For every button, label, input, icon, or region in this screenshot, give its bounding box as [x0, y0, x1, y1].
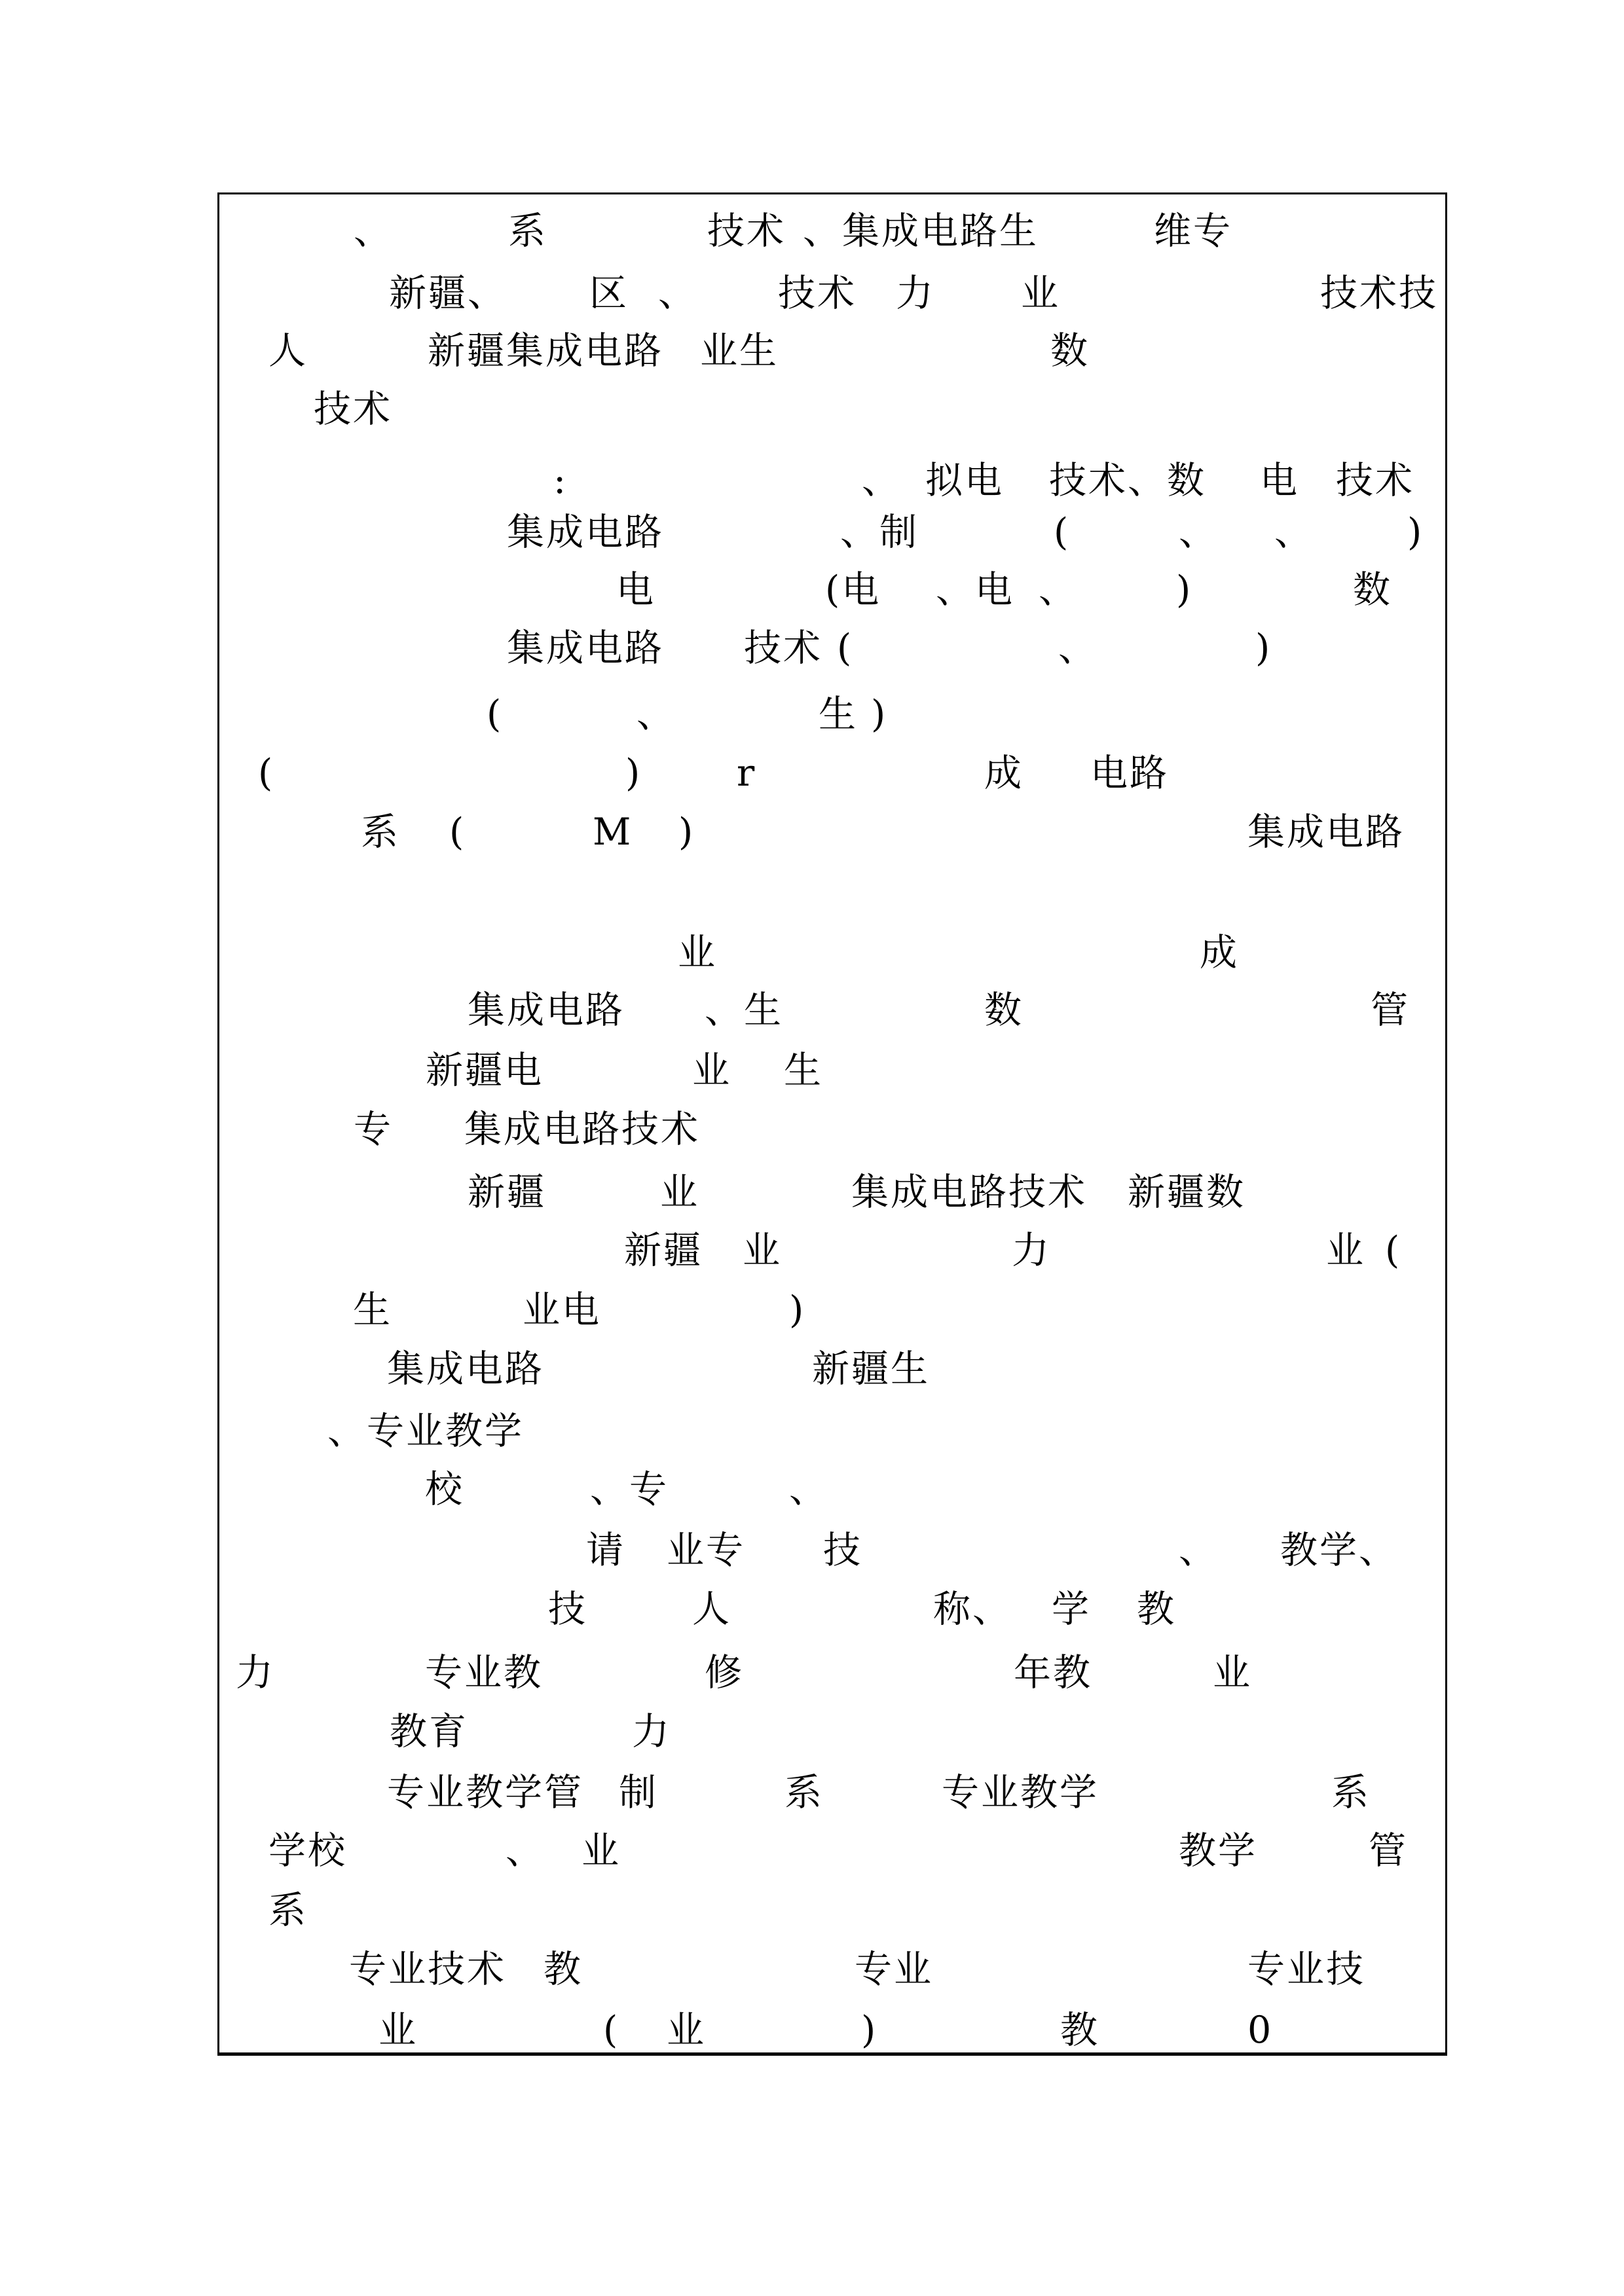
text-fragment: 技术、数 [1049, 459, 1206, 502]
text-fragment: 教育 [390, 1710, 468, 1753]
text-fragment: 业 [1326, 1229, 1365, 1272]
text-fragment: 集成电路 [507, 511, 664, 554]
text-fragment: 系 [508, 210, 547, 253]
text-fragment: 、专 [590, 1468, 669, 1511]
text-fragment: 力 [896, 272, 935, 315]
text-fragment: ) [1255, 627, 1272, 670]
text-fragment: ) [678, 811, 695, 854]
text-fragment: 新疆、 [389, 272, 507, 315]
text-fragment: 电 [616, 568, 655, 611]
text-fragment: 系 [1331, 1771, 1371, 1814]
text-fragment: ( [1054, 511, 1071, 554]
text-fragment: 拟电 [925, 459, 1004, 502]
text-fragment: 系 [361, 811, 400, 854]
text-fragment: 、 [789, 1468, 828, 1511]
text-fragment: 业 [378, 2009, 418, 2052]
text-fragment: 业 [1213, 1651, 1252, 1694]
text-fragment: 业电 [523, 1288, 601, 1332]
text-fragment: 力 [632, 1710, 671, 1753]
text-fragment: 管 [1371, 989, 1410, 1032]
text-fragment: ) [789, 1288, 806, 1332]
text-fragment: 新疆数 [1128, 1171, 1246, 1214]
text-fragment: 技术 [707, 210, 786, 253]
text-fragment: ) [1407, 511, 1424, 554]
text-fragment: 业 [692, 1049, 731, 1092]
text-fragment: 修 [705, 1651, 744, 1694]
text-fragment: 业 [743, 1229, 782, 1272]
text-fragment: 电路 [1090, 752, 1169, 795]
text-fragment: 请 [586, 1529, 625, 1572]
text-fragment: 技术 [1336, 459, 1414, 502]
text-fragment: 数 [1353, 568, 1392, 611]
text-fragment: 生 [784, 1049, 823, 1092]
text-fragment: 数 [1050, 329, 1090, 373]
text-fragment: 0 [1247, 2009, 1274, 2052]
text-fragment: 、 [1274, 511, 1314, 554]
text-fragment: ( [837, 627, 854, 670]
text-fragment: 新疆集成电路 [428, 329, 663, 373]
text-fragment: 教 [544, 1948, 583, 1991]
text-fragment: ( [487, 693, 504, 736]
text-fragment: 力 [236, 1651, 275, 1694]
text-fragment: 业 [581, 1829, 621, 1872]
text-fragment: 教学、 [1280, 1529, 1398, 1572]
text-fragment: 、 [1039, 568, 1078, 611]
text-fragment: 新疆电 [426, 1049, 544, 1092]
text-fragment: 专业教学管 [387, 1771, 583, 1814]
text-fragment: ( [258, 752, 275, 795]
text-fragment: 集成电路技术 [851, 1171, 1087, 1214]
text-fragment: 专业技 [1247, 1948, 1365, 1991]
text-fragment: 人 [692, 1588, 731, 1631]
text-fragment: 生 [353, 1288, 392, 1332]
text-fragment: 人 [268, 329, 308, 373]
text-fragment: 新疆 [468, 1171, 546, 1214]
text-fragment: 制 [619, 1771, 658, 1814]
text-fragment: 成 [984, 752, 1024, 795]
text-fragment: 、 [1179, 511, 1218, 554]
text-fragment: 集成电路 [387, 1347, 544, 1391]
text-fragment: 学校 [268, 1829, 347, 1872]
text-fragment: 业专 [667, 1529, 745, 1572]
text-fragment: 系 [784, 1771, 824, 1814]
text-fragment: 、专业教学 [327, 1410, 524, 1453]
text-fragment: 生 [819, 693, 858, 736]
text-fragment: 、制 [840, 511, 919, 554]
text-fragment: 业 [678, 931, 717, 974]
text-fragment: ( [1385, 1229, 1402, 1272]
text-fragment: 教 [1060, 2009, 1099, 2052]
text-fragment: 、 [506, 1829, 545, 1872]
text-fragment: 业 [660, 1171, 699, 1214]
text-fragment: 专业教学 [942, 1771, 1099, 1814]
text-fragment: 成 [1200, 931, 1239, 974]
text-fragment: 系 [268, 1889, 308, 1932]
text-fragment: 数 [984, 989, 1024, 1032]
text-fragment: 技术 [744, 627, 822, 670]
text-fragment: 管 [1369, 1829, 1408, 1872]
text-fragment: 维专 [1154, 210, 1232, 253]
text-fragment: ) [1176, 568, 1193, 611]
text-fragment: 技术技 [1320, 272, 1438, 315]
text-fragment: : [553, 459, 568, 502]
text-fragment: 校 [425, 1468, 464, 1511]
text-fragment: 、 [637, 693, 676, 736]
text-fragment: 技 [548, 1588, 587, 1631]
text-fragment: 、 [1058, 627, 1098, 670]
text-fragment: 业 [1021, 272, 1060, 315]
text-fragment: 集成电路技术 [464, 1108, 700, 1151]
text-fragment: 、 [658, 272, 697, 315]
text-fragment: 、 [354, 210, 393, 253]
text-fragment: 集成电路 [507, 627, 664, 670]
text-fragment: 学 [1052, 1588, 1091, 1631]
text-fragment: 新疆 [624, 1229, 703, 1272]
text-fragment: ) [625, 752, 642, 795]
text-fragment: 称、 [933, 1588, 1012, 1631]
text-fragment: 集成电路 [468, 989, 625, 1032]
text-fragment: 新疆生 [812, 1347, 930, 1391]
text-fragment: 教学 [1179, 1829, 1257, 1872]
text-fragment: 力 [1012, 1229, 1051, 1272]
text-fragment: 年教 [1014, 1651, 1092, 1694]
text-fragment: r [737, 752, 757, 795]
text-fragment: 专业教 [425, 1651, 543, 1694]
text-fragment: ) [871, 693, 888, 736]
text-fragment: M [593, 811, 633, 854]
text-fragment: 专业 [855, 1948, 933, 1991]
text-fragment: 、 [862, 459, 901, 502]
text-fragment: ) [861, 2009, 878, 2052]
text-fragment: 集成电路 [1247, 811, 1405, 854]
text-fragment: 业生 [700, 329, 779, 373]
text-fragment: (电 [825, 568, 881, 611]
text-fragment: 技 [823, 1529, 862, 1572]
text-fragment: 专业技术 [349, 1948, 506, 1991]
text-fragment: 技术 [314, 388, 392, 431]
text-fragment: 电 [1260, 459, 1299, 502]
text-fragment: ( [603, 2009, 620, 2052]
text-fragment: 、集成电路生 [803, 210, 1039, 253]
text-fragment: 、电 [936, 568, 1014, 611]
text-fragment: 业 [667, 2009, 706, 2052]
text-fragment: 技术 [778, 272, 857, 315]
text-fragment: 区 [589, 272, 629, 315]
text-fragment: 、 [1179, 1529, 1218, 1572]
text-fragment: 、生 [705, 989, 783, 1032]
text-fragment: 专 [354, 1108, 393, 1151]
text-fragment: ( [449, 811, 466, 854]
text-fragment: 教 [1137, 1588, 1176, 1631]
